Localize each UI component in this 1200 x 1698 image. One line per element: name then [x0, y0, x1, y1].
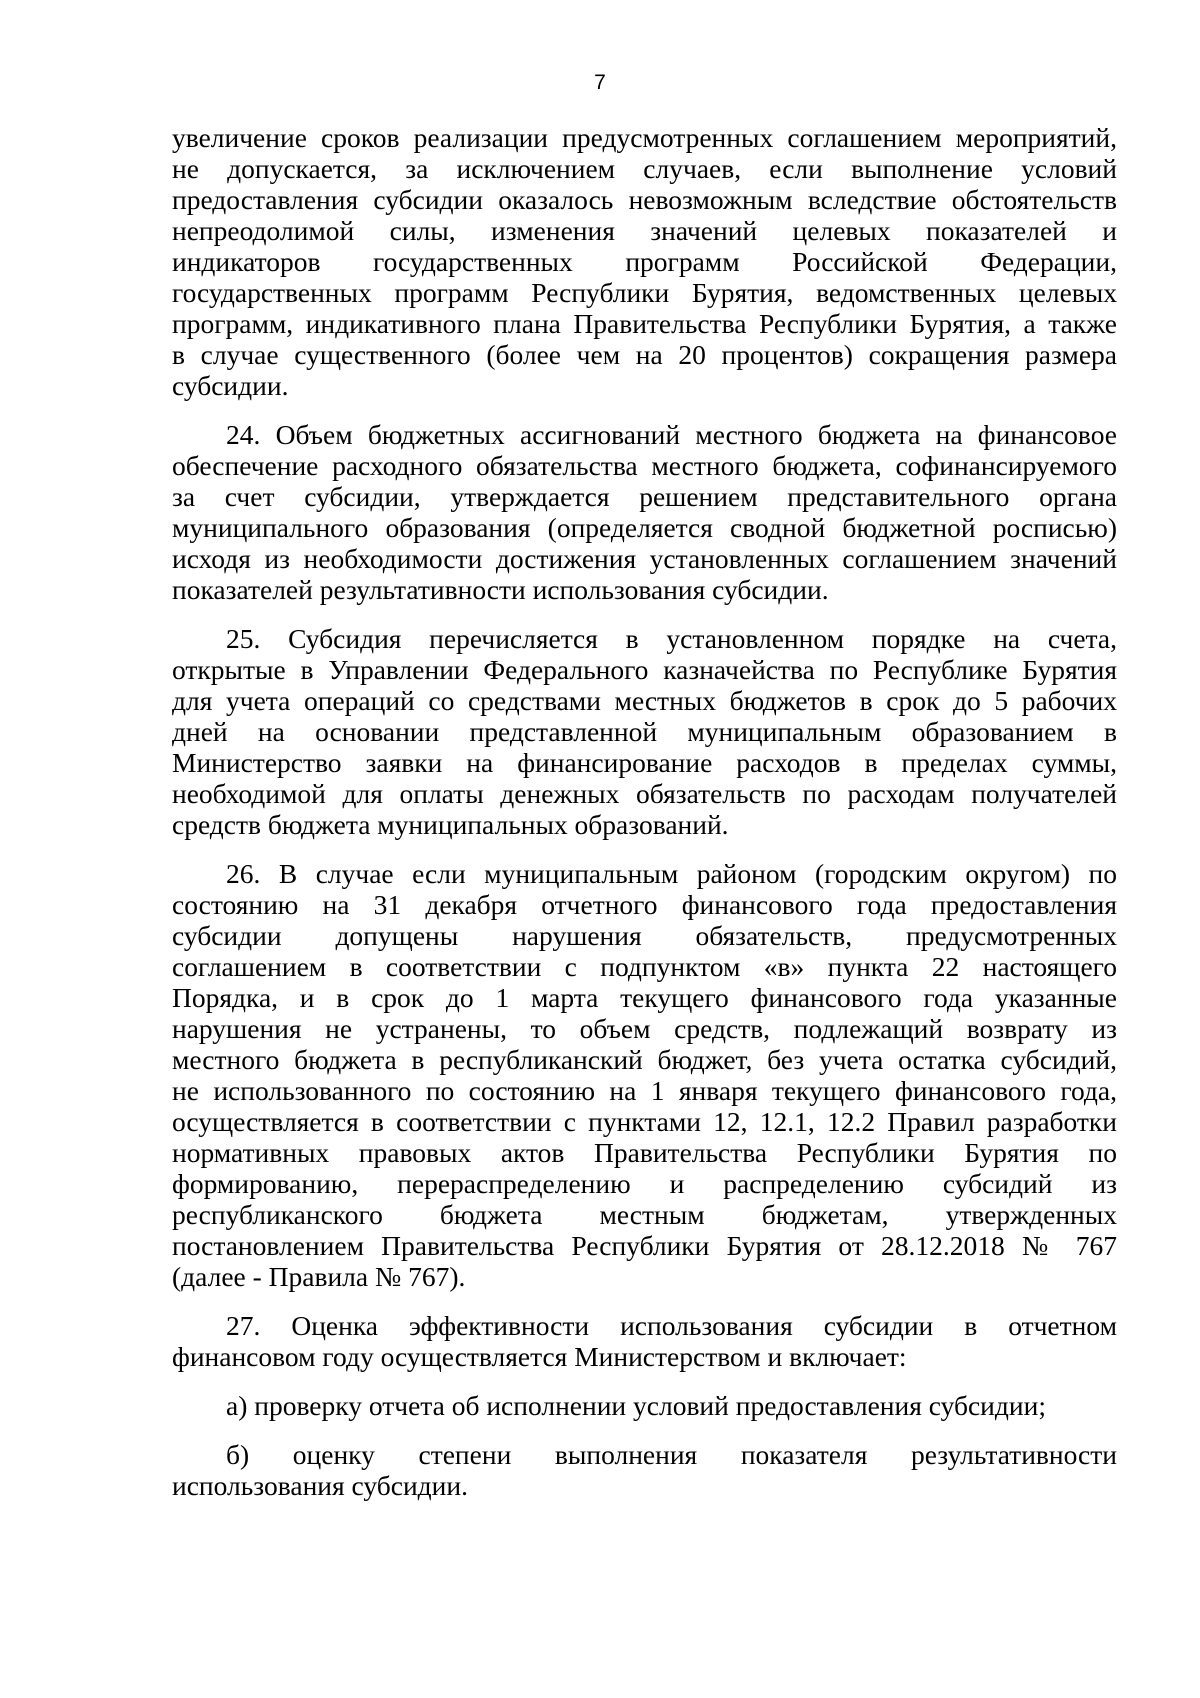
text-line: 24. Объем бюджетных ассигнований местного бюджета на финансовое [226, 419, 1117, 450]
paragraph-27 [172, 1310, 1117, 1372]
paragraph-27a [172, 1390, 1117, 1421]
text-line: индикаторов государственных программ Российской Федерации, [172, 246, 1117, 277]
text-line: государственных программ Республики Бурятия, ведомственных целевых [172, 277, 1117, 308]
paragraph-27b [172, 1439, 1117, 1501]
text-line: (далее - Правила № 767). [172, 1261, 466, 1292]
text-line: увеличение сроков реализации предусмотренных соглашением мероприятий, [172, 122, 1117, 153]
paragraph-26 [172, 858, 1117, 1292]
text-line: использования субсидии. [172, 1470, 468, 1501]
text-line: республиканского бюджета местным бюджетам, утвержденных [172, 1199, 1117, 1230]
text-line: предоставления субсидии оказалось невозможным вследствие обстоятельств [172, 184, 1117, 215]
text-line: за счет субсидии, утверждается решением представительного органа [172, 481, 1117, 512]
text-line: программ, индикативного плана Правительства Республики Бурятия, а также [172, 308, 1117, 339]
text-line: 26. В случае если муниципальным районом (городским округом) по [226, 858, 1117, 889]
text-line: муниципального образования (определяется сводной бюджетной росписью) [172, 512, 1117, 543]
text-line: дней на основании представленной муниципальным образованием в [172, 716, 1117, 747]
text-line: для учета операций со средствами местных бюджетов в срок до 5 рабочих [172, 685, 1117, 716]
text-line: а) проверку отчета об исполнении условий предоставления субсидии; [226, 1390, 1046, 1421]
text-line: средств бюджета муниципальных образований. [172, 809, 729, 840]
text-line: нарушения не устранены, то объем средств, подлежащий возврату из [172, 1013, 1117, 1044]
text-line: б) оценку степени выполнения показателя результативности [226, 1439, 1117, 1470]
text-line: субсидии. [172, 370, 289, 401]
text-line: исходя из необходимости достижения установленных соглашением значений [172, 543, 1117, 574]
text-line: в случае существенного (более чем на 20 процентов) сокращения размера [172, 339, 1117, 370]
page-number: 7 [594, 71, 606, 94]
text-line: постановлением Правительства Республики Бурятия от 28.12.2018 № 767 [172, 1230, 1117, 1261]
text-line: формированию, перераспределению и распределению субсидий из [172, 1168, 1117, 1199]
text-line: необходимой для оплаты денежных обязательств по расходам получателей [172, 778, 1117, 809]
document-body [172, 122, 1117, 1501]
paragraph-continuation [172, 122, 1117, 401]
text-line: обеспечение расходного обязательства местного бюджета, софинансируемого [172, 450, 1117, 481]
paragraph-25 [172, 623, 1117, 840]
text-line: состоянию на 31 декабря отчетного финансового года предоставления [172, 889, 1117, 920]
text-line: не допускается, за исключением случаев, если выполнение условий [172, 153, 1117, 184]
text-line: финансовом году осуществляется Министерством и включает: [172, 1341, 907, 1372]
text-line: непреодолимой силы, изменения значений целевых показателей и [172, 215, 1117, 246]
text-line: осуществляется в соответствии с пунктами 12, 12.1, 12.2 Правил разработки [172, 1106, 1117, 1137]
text-line: Министерство заявки на финансирование расходов в пределах суммы, [172, 747, 1117, 778]
text-line: Порядка, и в срок до 1 марта текущего финансового года указанные [172, 982, 1117, 1013]
text-line: 27. Оценка эффективности использования субсидии в отчетном [226, 1310, 1117, 1341]
paragraph-24 [172, 419, 1117, 605]
text-line: открытые в Управлении Федерального казначейства по Республике Бурятия [172, 654, 1117, 685]
text-line: местного бюджета в республиканский бюджет, без учета остатка субсидий, [172, 1044, 1117, 1075]
text-line: соглашением в соответствии с подпунктом «в» пункта 22 настоящего [172, 951, 1117, 982]
text-line: нормативных правовых актов Правительства Республики Бурятия по [172, 1137, 1117, 1168]
text-line: 25. Субсидия перечисляется в установленном порядке на счета, [226, 623, 1117, 654]
text-line: не использованного по состоянию на 1 января текущего финансового года, [172, 1075, 1117, 1106]
text-line: показателей результативности использования субсидии. [172, 574, 829, 605]
text-line: субсидии допущены нарушения обязательств, предусмотренных [172, 920, 1117, 951]
